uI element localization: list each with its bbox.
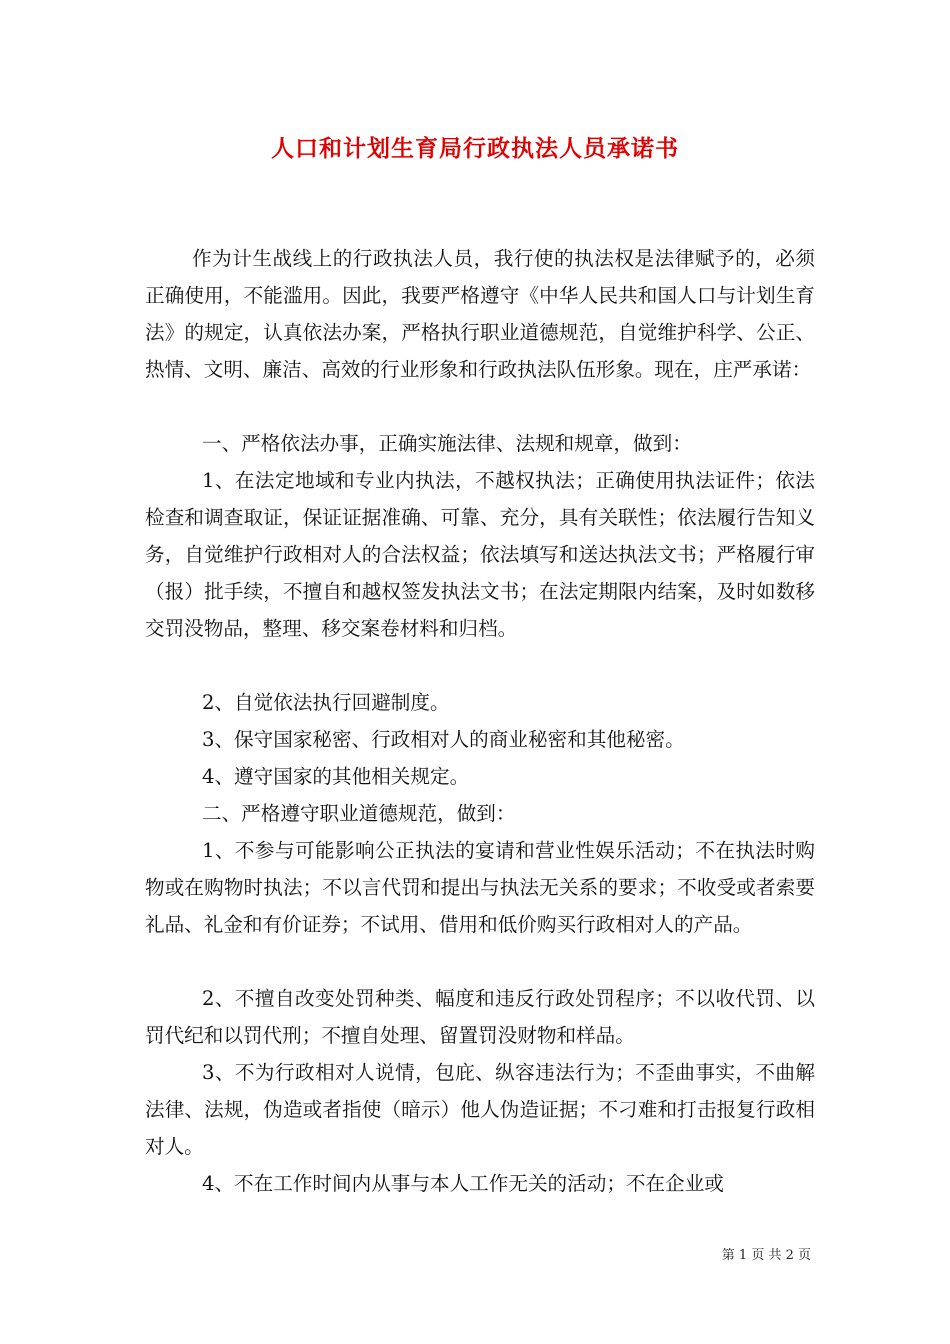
paragraph-section-2-item-3: 3、不为行政相对人说情，包庇、纵容违法行为；不歪曲事实，不曲解法律、法规，伪造或者指使（暗示）他人伪造证据；不刁难和打击报复行政相对人。 — [145, 1061, 815, 1158]
page-number: 第 1 页 共 2 页 — [721, 1248, 811, 1263]
paragraph-section-2-item-4: 4、不在工作时间内从事与本人工作无关的活动；不在企业或 — [202, 1172, 724, 1195]
paragraph-section-1-item-4: 4、遵守国家的其他相关规定。 — [202, 765, 470, 788]
paragraph-section-2-item-2: 2、不擅自改变处罚种类、幅度和违反行政处罚程序；不以收代罚、以罚代纪和以罚代刑；不擅自处理、留置罚没财物和样品。 — [145, 987, 815, 1047]
paragraph-section-2-heading: 二、严格遵守职业道德规范，做到： — [202, 802, 516, 825]
paragraph-section-1-item-1: 1、在法定地域和专业内执法，不越权执法；正确使用执法证件；依法检查和调查取证，保证证据准确、可靠、充分，具有关联性；依法履行告知义务，自觉维护行政相对人的合法权益；依法填写和送达执法文书；严格履行审（报）批手续，不擅自和越权签发执法文书；在法定期限内结案，及时如数移交罚没物品，整理、移交案卷材料和归档。 — [145, 469, 815, 640]
paragraph-section-1-item-3: 3、保守国家秘密、行政相对人的商业秘密和其他秘密。 — [202, 728, 685, 751]
document-title: 人口和计划生育局行政执法人员承诺书 — [271, 135, 679, 162]
paragraph-section-1-item-2: 2、自觉依法执行回避制度。 — [202, 691, 450, 714]
paragraph-section-2-item-1: 1、不参与可能影响公正执法的宴请和营业性娱乐活动；不在执法时购物或在购物时执法；不以言代罚和提出与执法无关系的要求；不收受或者索要礼品、礼金和有价证券；不试用、借用和低价购买行政相对人的产品。 — [145, 839, 815, 936]
paragraph-intro: 作为计生战线上的行政执法人员，我行使的执法权是法律赋予的，必须正确使用，不能滥用。因此，我要严格遵守《中华人民共和国人口与计划生育法》的规定，认真依法办案，严格执行职业道德规范，自觉维护科学、公正、热情、文明、廉洁、高效的行业形象和行政执法队伍形象。现在，庄严承诺： — [145, 247, 815, 381]
paragraph-section-1-heading: 一、严格依法办事，正确实施法律、法规和规章，做到： — [202, 432, 692, 455]
